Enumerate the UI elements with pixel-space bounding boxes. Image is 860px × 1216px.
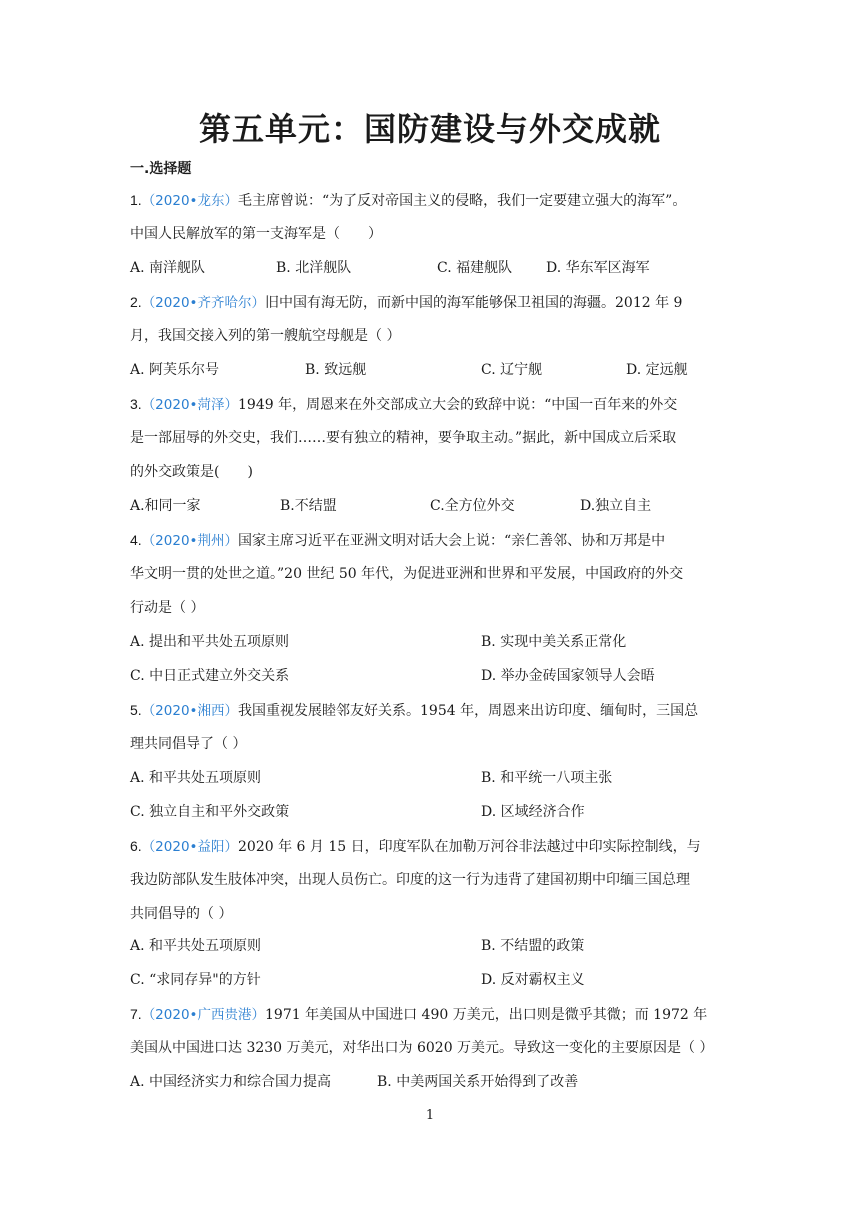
question-number: 2. [130, 294, 142, 310]
question-text: 旧中国有海无防，而新中国的海军能够保卫祖国的海疆。2012 年 9 [265, 295, 683, 311]
question-source: （2020•湘西） [141, 703, 239, 719]
option-d: D. 华东军区海军 [546, 260, 650, 276]
question-text: 理共同倡导了（ ） [130, 736, 247, 752]
question-number: 6. [130, 838, 142, 854]
question-6 [130, 836, 730, 857]
option-c: C. 独立自主和平外交政策 [130, 804, 290, 820]
question-source: （2020•荆州） [141, 533, 239, 549]
question-source: （2020•益阳） [141, 839, 239, 855]
question-text: 美国从中国进口达 3230 万美元，对华出口为 6020 万美元。导致这一变化的主要原因是（ ） [130, 1040, 714, 1056]
option-d: D. 反对霸权主义 [481, 972, 585, 988]
option-a: A. 和平共处五项原则 [130, 938, 262, 954]
option-c: C. 福建舰队 [437, 260, 513, 276]
option-b: B. 不结盟的政策 [481, 938, 585, 954]
question-source: （2020•广西贵港） [141, 1007, 266, 1023]
section-heading: 一.选择题 [130, 161, 192, 177]
option-a: A. 南洋舰队 [130, 260, 206, 276]
question-number: 4. [130, 532, 142, 548]
question-text: 行动是（ ） [130, 600, 205, 616]
question-text: 我边防部队发生肢体冲突，出现人员伤亡。印度的这一行为违背了建国初期中印缅三国总理 [130, 872, 690, 888]
question-5 [130, 700, 730, 721]
question-source: （2020•龙东） [141, 193, 239, 209]
question-7 [130, 1004, 730, 1025]
question-4 [130, 530, 730, 551]
option-b: B. 实现中美关系正常化 [481, 634, 627, 650]
question-number: 7. [130, 1006, 142, 1022]
question-source: （2020•齐齐哈尔） [141, 295, 266, 311]
question-text: 的外交政策是( ) [130, 464, 253, 480]
question-text: 国家主席习近平在亚洲文明对话大会上说：“亲仁善邻、协和万邦是中 [238, 533, 666, 549]
option-d: D.独立自主 [580, 498, 652, 514]
option-a: A. 提出和平共处五项原则 [130, 634, 290, 650]
option-c: C. 中日正式建立外交关系 [130, 668, 290, 684]
question-1 [130, 190, 730, 211]
question-text: 2020 年 6 月 15 日，印度军队在加勒万河谷非法越过中印实际控制线，与 [238, 839, 701, 855]
option-b: B. 和平统一八项主张 [481, 770, 613, 786]
question-text: 中国人民解放军的第一支海军是（ ） [130, 226, 382, 242]
option-b: B. 致远舰 [305, 362, 367, 378]
question-number: 5. [130, 702, 142, 718]
option-c: C. 辽宁舰 [481, 362, 543, 378]
option-b: B. 北洋舰队 [276, 260, 352, 276]
question-text: 1949 年，周恩来在外交部成立大会的致辞中说：“中国一百年来的外交 [238, 397, 678, 413]
option-d: D. 定远舰 [626, 362, 688, 378]
option-d: D. 举办金砖国家领导人会晤 [481, 668, 655, 684]
option-c: C. “求同存异"的方针 [130, 972, 261, 988]
option-a: A. 阿芙乐尔号 [130, 362, 220, 378]
question-text: 共同倡导的（ ） [130, 906, 233, 922]
question-text: 1971 年美国从中国进口 490 万美元，出口则是微乎其微；而 1972 年 [265, 1007, 708, 1023]
question-2 [130, 292, 730, 313]
page-title: 第五单元：国防建设与外交成就 [198, 110, 661, 148]
option-a: A. 和平共处五项原则 [130, 770, 262, 786]
question-text: 华文明一贯的处世之道。”20 世纪 50 年代，为促进亚洲和世界和平发展，中国政府的外交 [130, 566, 684, 582]
option-d: D. 区域经济合作 [481, 804, 585, 820]
option-a: A. 中国经济实力和综合国力提高 [130, 1074, 332, 1090]
page-number: 1 [425, 1108, 435, 1123]
question-number: 3. [130, 396, 142, 412]
option-b: B.不结盟 [280, 498, 337, 514]
option-a: A.和同一家 [130, 498, 201, 514]
question-number: 1. [130, 192, 142, 208]
option-c: C.全方位外交 [430, 498, 515, 514]
option-b: B. 中美两国关系开始得到了改善 [377, 1074, 579, 1090]
question-3 [130, 394, 730, 415]
question-text: 是一部屈辱的外交史，我们……要有独立的精神，要争取主动。”据此，新中国成立后采取 [130, 430, 677, 446]
question-text: 月，我国交接入列的第一艘航空母舰是（ ） [130, 328, 401, 344]
question-text: 我国重视发展睦邻友好关系。1954 年，周恩来出访印度、缅甸时，三国总 [238, 703, 699, 719]
question-text: 毛主席曾说：“为了反对帝国主义的侵略，我们一定要建立强大的海军”。 [238, 193, 687, 209]
question-source: （2020•菏泽） [141, 397, 239, 413]
